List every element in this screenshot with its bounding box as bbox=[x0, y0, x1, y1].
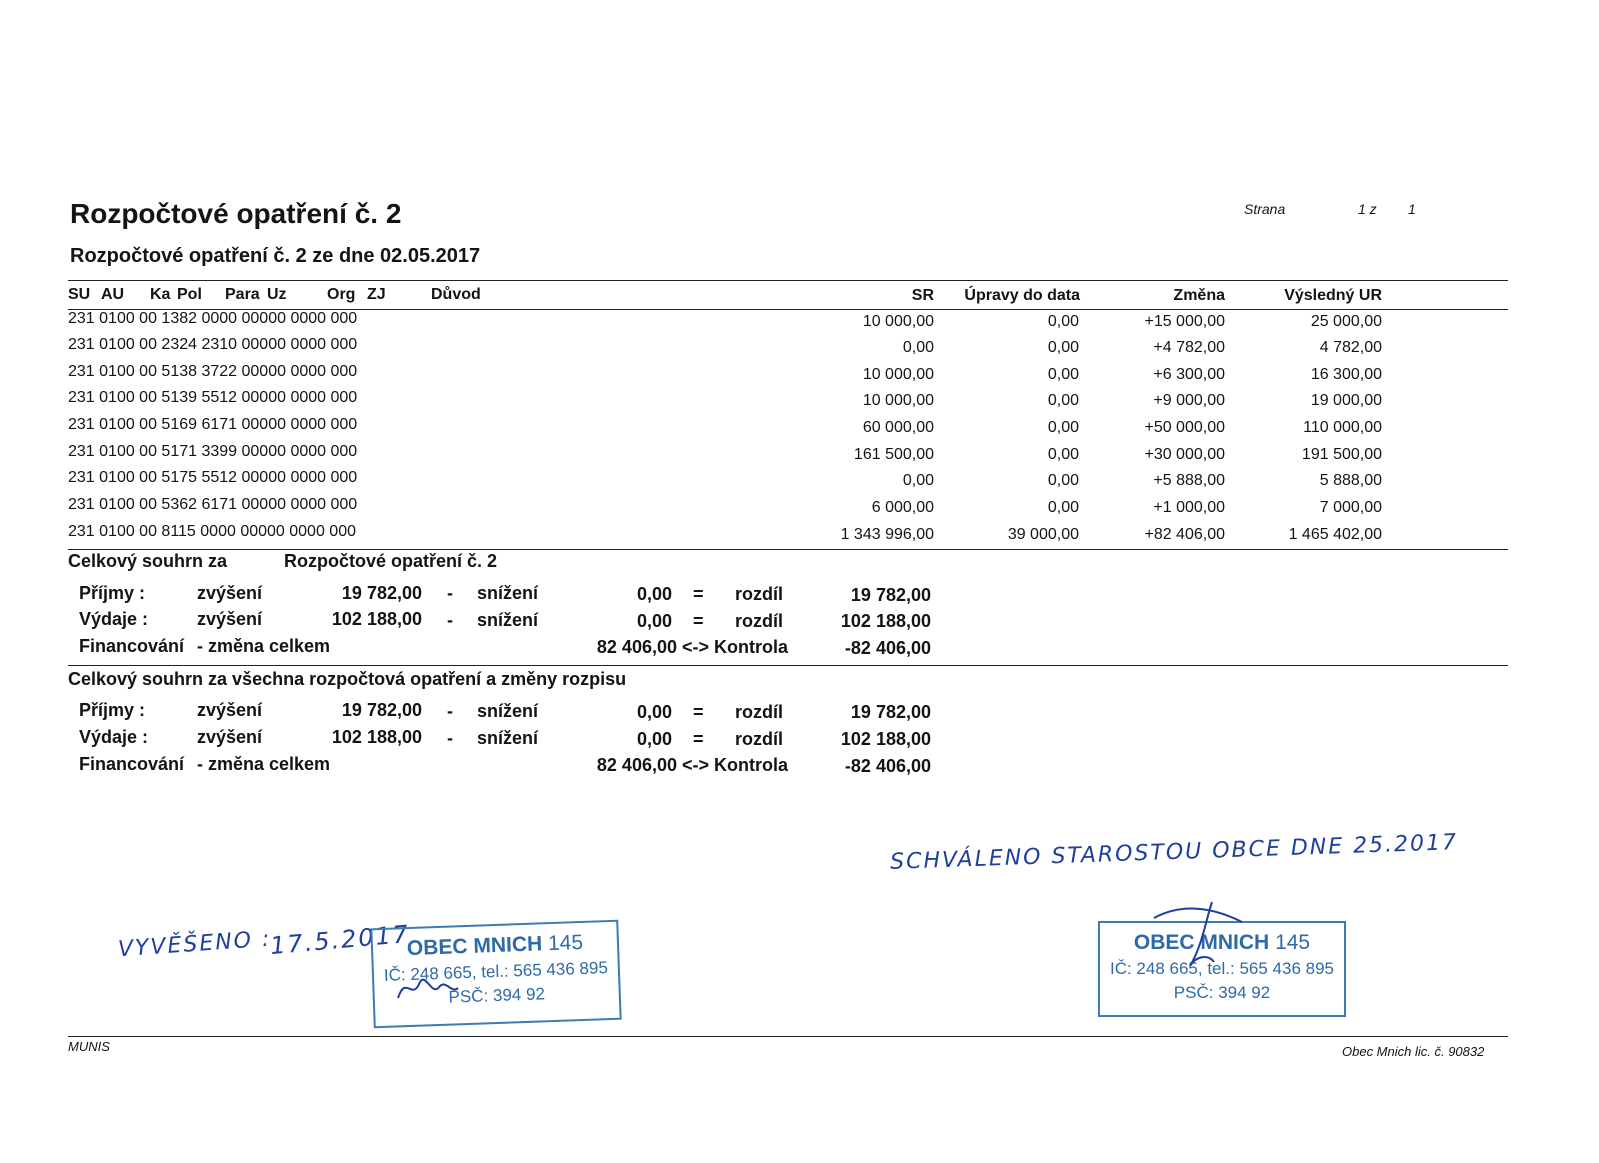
summary1-vydaje-rozdil: 102 188,00 bbox=[840, 611, 931, 631]
summary1-prijmy-minus: - bbox=[447, 583, 453, 603]
page-current: 1 z bbox=[1358, 201, 1377, 217]
col-org: Org bbox=[327, 286, 356, 303]
row-vysledny: 1 465 402,00 bbox=[1288, 526, 1382, 543]
col-zj: ZJ bbox=[367, 286, 386, 303]
row-upravy: 0,00 bbox=[1047, 366, 1079, 383]
summary1-heading-right: Rozpočtové opatření č. 2 bbox=[284, 551, 498, 571]
summary2-prijmy-zvyseni: 19 782,00 bbox=[341, 700, 422, 720]
summary1-prijmy-rozdil-label: rozdíl bbox=[735, 584, 783, 604]
col-para: Para bbox=[225, 286, 260, 303]
col-zmena: Změna bbox=[1173, 287, 1225, 304]
row-upravy: 0,00 bbox=[1047, 313, 1079, 330]
summary2-prijmy-label: Příjmy : bbox=[79, 700, 146, 720]
document-subtitle: Rozpočtové opatření č. 2 ze dne 02.05.2017 bbox=[70, 245, 481, 267]
signature-left bbox=[392, 968, 462, 1008]
page-label: Strana bbox=[1244, 201, 1286, 217]
row-sr: 0,00 bbox=[902, 339, 934, 356]
row-zmena: +15 000,00 bbox=[1144, 313, 1225, 330]
summary2-prijmy-rozdil: 19 782,00 bbox=[850, 702, 931, 722]
summary2-financovani-label: Financování bbox=[79, 754, 185, 774]
row-sr: 0,00 bbox=[902, 472, 934, 489]
summary1-financovani-kontrola: -82 406,00 bbox=[844, 638, 931, 658]
col-su: SU bbox=[68, 286, 91, 303]
row-code: 231 0100 00 5362 6171 00000 0000 000 bbox=[68, 496, 358, 513]
row-code: 231 0100 00 5139 5512 00000 0000 000 bbox=[68, 389, 358, 406]
summary2-financovani-kontrola: -82 406,00 bbox=[844, 756, 931, 776]
col-ka: Ka bbox=[150, 286, 171, 303]
summary1-financovani-value: 82 406,00 <-> Kontrola bbox=[596, 637, 788, 657]
summary2-prijmy-snizeni: 0,00 bbox=[636, 702, 672, 722]
stamp-ic: IČ: 248 665, tel.: 565 436 895 bbox=[1109, 959, 1334, 978]
approval-handwriting: SCHVÁLENO STAROSTOU OBCE DNE 25.2017 bbox=[889, 830, 1459, 875]
summary1-prijmy-snizeni: 0,00 bbox=[636, 584, 672, 604]
summary2-vydaje-rozdil: 102 188,00 bbox=[840, 729, 931, 749]
row-vysledny: 19 000,00 bbox=[1310, 392, 1382, 409]
summary2-prijmy-rozdil-label: rozdíl bbox=[735, 702, 783, 722]
row-upravy: 0,00 bbox=[1047, 392, 1079, 409]
summary1-vydaje-zvyseni-label: zvýšení bbox=[197, 609, 263, 629]
row-code: 231 0100 00 5175 5512 00000 0000 000 bbox=[68, 469, 358, 486]
summary1-financovani-desc: - změna celkem bbox=[197, 636, 331, 656]
summary1-vydaje-label: Výdaje : bbox=[79, 609, 149, 629]
col-duvod: Důvod bbox=[431, 286, 481, 303]
summary1-financovani-label: Financování bbox=[79, 636, 185, 656]
row-upravy: 0,00 bbox=[1047, 499, 1079, 516]
row-zmena: +1 000,00 bbox=[1153, 499, 1225, 516]
stamp-name: OBEC MNICH 145 bbox=[406, 930, 584, 961]
summary1-vydaje-rozdil-label: rozdíl bbox=[735, 611, 783, 631]
footer-left: MUNIS bbox=[68, 1039, 110, 1054]
summary2-prijmy-eq: = bbox=[693, 702, 704, 722]
summary1-vydaje-eq: = bbox=[693, 611, 704, 631]
summary1-prijmy-snizeni-label: snížení bbox=[477, 583, 539, 603]
row-code: 231 0100 00 5169 6171 00000 0000 000 bbox=[68, 416, 358, 433]
summary2-vydaje-rozdil-label: rozdíl bbox=[735, 729, 783, 749]
stamp-psc: PSČ: 394 92 bbox=[448, 984, 546, 1007]
summary1-vydaje-snizeni: 0,00 bbox=[636, 611, 672, 631]
document-title: Rozpočtové opatření č. 2 bbox=[70, 198, 402, 229]
summary1-heading-left: Celkový souhrn za bbox=[68, 551, 228, 571]
col-upravy: Úpravy do data bbox=[964, 287, 1080, 304]
row-vysledny: 5 888,00 bbox=[1319, 472, 1382, 489]
row-vysledny: 110 000,00 bbox=[1303, 419, 1382, 436]
summary-divider bbox=[68, 665, 1508, 666]
row-sr: 10 000,00 bbox=[862, 392, 934, 409]
row-sr: 10 000,00 bbox=[862, 313, 934, 330]
summary2-prijmy-snizeni-label: snížení bbox=[477, 701, 539, 721]
stamp-psc: PSČ: 394 92 bbox=[1173, 983, 1271, 1002]
summary2-financovani-desc: - změna celkem bbox=[197, 754, 331, 774]
row-vysledny: 4 782,00 bbox=[1319, 339, 1382, 356]
summary1-prijmy-eq: = bbox=[693, 584, 704, 604]
stamp-ic: IČ: 248 665, tel.: 565 436 895 bbox=[383, 958, 609, 985]
summary2-heading: Celkový souhrn za všechna rozpočtová opatření a změny rozpisu bbox=[68, 669, 627, 689]
summary2-vydaje-zvyseni: 102 188,00 bbox=[331, 727, 422, 747]
footer-right: Obec Mnich lic. č. 90832 bbox=[1342, 1044, 1485, 1059]
posted-handwriting-label: VYVĚŠENO : bbox=[117, 926, 273, 963]
row-vysledny: 191 500,00 bbox=[1301, 446, 1382, 463]
summary1-prijmy-label: Příjmy : bbox=[79, 583, 146, 603]
summary2-prijmy-zvyseni-label: zvýšení bbox=[197, 700, 263, 720]
summary1-prijmy-rozdil: 19 782,00 bbox=[850, 585, 931, 605]
row-vysledny: 16 300,00 bbox=[1310, 366, 1382, 383]
col-pol: Pol bbox=[177, 286, 202, 303]
row-zmena: +30 000,00 bbox=[1144, 446, 1225, 463]
signature-right bbox=[1150, 896, 1250, 986]
row-sr: 60 000,00 bbox=[862, 419, 934, 436]
row-sr: 1 343 996,00 bbox=[840, 526, 934, 543]
summary2-vydaje-label: Výdaje : bbox=[79, 727, 149, 747]
row-upravy: 0,00 bbox=[1047, 419, 1079, 436]
table-top-rule bbox=[68, 280, 1508, 281]
summary2-vydaje-snizeni: 0,00 bbox=[636, 729, 672, 749]
footer-rule bbox=[68, 1036, 1508, 1037]
row-zmena: +82 406,00 bbox=[1144, 526, 1225, 543]
summary1-prijmy-zvyseni: 19 782,00 bbox=[341, 583, 422, 603]
summary2-vydaje-eq: = bbox=[693, 729, 704, 749]
row-code: 231 0100 00 5138 3722 00000 0000 000 bbox=[68, 363, 358, 380]
stamp-name: OBEC MNICH 145 bbox=[1133, 931, 1311, 954]
table-bottom-rule bbox=[68, 549, 1508, 550]
row-upravy: 0,00 bbox=[1047, 339, 1079, 356]
col-uz: Uz bbox=[267, 286, 287, 303]
row-zmena: +9 000,00 bbox=[1153, 392, 1225, 409]
summary2-vydaje-zvyseni-label: zvýšení bbox=[197, 727, 263, 747]
row-zmena: +5 888,00 bbox=[1153, 472, 1225, 489]
row-upravy: 39 000,00 bbox=[1007, 526, 1079, 543]
summary2-vydaje-minus: - bbox=[447, 728, 453, 748]
row-upravy: 0,00 bbox=[1047, 472, 1079, 489]
summary2-prijmy-minus: - bbox=[447, 701, 453, 721]
row-vysledny: 7 000,00 bbox=[1319, 499, 1382, 516]
summary2-vydaje-snizeni-label: snížení bbox=[477, 728, 539, 748]
row-code: 231 0100 00 1382 0000 00000 0000 000 bbox=[68, 310, 358, 327]
summary2-financovani-value: 82 406,00 <-> Kontrola bbox=[596, 755, 788, 775]
row-sr: 6 000,00 bbox=[871, 499, 934, 516]
row-code: 231 0100 00 2324 2310 00000 0000 000 bbox=[68, 336, 358, 353]
summary1-vydaje-zvyseni: 102 188,00 bbox=[331, 609, 422, 629]
col-au: AU bbox=[101, 286, 125, 303]
page-total: 1 bbox=[1408, 201, 1416, 217]
row-sr: 10 000,00 bbox=[862, 366, 934, 383]
summary1-vydaje-minus: - bbox=[447, 610, 453, 630]
row-code: 231 0100 00 5171 3399 00000 0000 000 bbox=[68, 443, 358, 460]
row-zmena: +4 782,00 bbox=[1153, 339, 1225, 356]
row-sr: 161 500,00 bbox=[853, 446, 934, 463]
row-code: 231 0100 00 8115 0000 00000 0000 000 bbox=[68, 523, 356, 540]
col-sr: SR bbox=[911, 287, 934, 304]
row-vysledny: 25 000,00 bbox=[1310, 313, 1382, 330]
col-vysledny: Výsledný UR bbox=[1284, 287, 1382, 304]
row-zmena: +6 300,00 bbox=[1153, 366, 1225, 383]
row-zmena: +50 000,00 bbox=[1144, 419, 1225, 436]
summary1-prijmy-zvyseni-label: zvýšení bbox=[197, 583, 263, 603]
summary1-vydaje-snizeni-label: snížení bbox=[477, 610, 539, 630]
posted-handwriting-date: 17.5.2017 bbox=[269, 919, 412, 961]
row-upravy: 0,00 bbox=[1047, 446, 1079, 463]
